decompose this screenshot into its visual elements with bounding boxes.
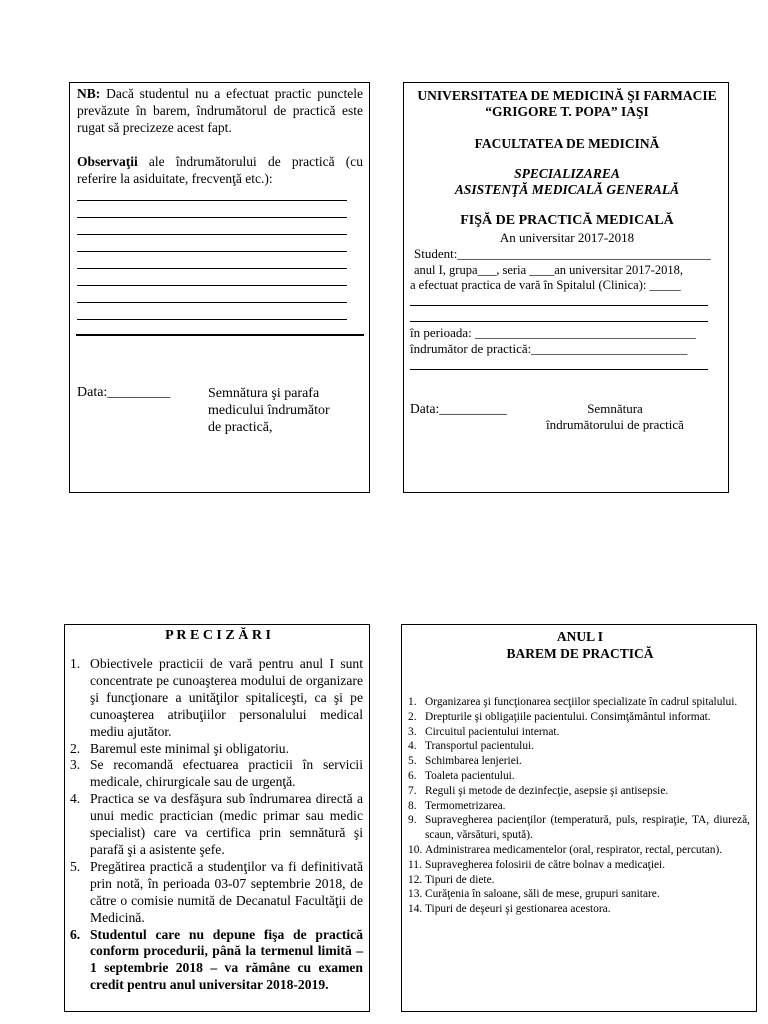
list-item: 10. Administrarea medicamentelor (oral, respirator, rectal, percutan). [408,843,723,856]
observations-line[interactable] [77,234,347,235]
observations-line[interactable] [77,200,347,201]
observations-line[interactable] [77,319,347,320]
list-item: 5. Pregătirea practică a studenţilor va fi definitivată prin notă, în perioada 03-07 septembrie 2018, de către o comisie numită de Decanatul Facultăţii de Medicină. [70,858,363,925]
list-item: 8. Termometrizarea. [408,799,506,812]
observations-text: ale îndrumătorului de practică (cu referire la asiduitate, frecvenţă etc.): [77,154,363,186]
list-item: 14. Tipuri de deşeuri şi gestionarea acestora. [408,903,611,916]
precizari-title: P R E C I Z Ă R I [165,628,271,643]
practice-form-panel [403,82,729,493]
university-name [404,88,730,120]
observations-line[interactable] [77,302,347,303]
specialization-line: SPECIALIZAREA [514,166,620,181]
date-field[interactable]: Data:__________ [410,401,507,416]
signature-line: Semnătura şi parafa [208,386,320,401]
date-field[interactable]: Data:_________ [77,385,171,400]
list-item: 1. Obiectivele practicii de vară pentru anul I sunt concentrate pe cunoaşterea modului de organizare şi funcţionare a unităţilor spitaliceşti, ca şi pe cunoaşterea atribuţiilor personalului medical mediu ajutător. [70,656,363,739]
signature-block [208,385,330,436]
list-item: 5. Schimbarea lenjeriei. [408,755,522,768]
period-field[interactable]: în perioada: __________________________________ [410,325,696,340]
observations-line[interactable] [77,251,347,252]
signature-line: îndrumătorului de practică [546,417,684,432]
hospital-line[interactable] [410,321,708,322]
observations-line[interactable] [77,217,347,218]
barem-title-line: ANUL I [556,629,604,644]
list-item: 9. Supravegherea pacienţilor (temperatură, puls, respiraţie, TA, diureză, scaun, vărsături, spută). [408,814,750,842]
observations-line[interactable] [77,285,347,286]
list-item: 1. Organizarea şi funcţionarea secţiilor specializate în cadrul spitalului. [408,696,738,708]
barem-panel [401,624,757,1012]
signature-line: de practică, [208,420,273,435]
barem-title [402,628,758,662]
observations-label: Observaţii [77,154,138,169]
student-field[interactable]: Student:_______________________________________ [414,246,711,261]
observations-panel [69,82,370,493]
list-item: 13. Curăţenia în saloane, săli de mese, grupuri sanitare. [408,888,660,901]
list-item: 4. Transportul pacientului. [408,740,535,753]
list-item: 2. Drepturile şi obligaţiile pacientului. Consimţământul informat. [408,710,711,723]
signature-line: Semnătura [587,401,643,416]
supervisor-line[interactable] [410,369,708,370]
signature-line: medicului îndrumător [208,403,330,418]
nb-text: Dacă studentul nu a efectuat practic punctele prevăzute în barem, îndrumătorul de practică este rugat să precizeze acest fapt. [77,86,363,135]
section-divider [76,334,364,336]
observations-line[interactable] [77,268,347,269]
faculty-name: FACULTATEA DE MEDICINĂ [474,136,660,151]
list-item: 3. Circuitul pacientului internat. [408,725,560,738]
specialization [404,166,730,198]
list-item: 6. Studentul care nu depune fişa de practică conform procedurii, până la termenul limită – 1 septembrie 2018 – va rămâne cu examen credit pentru anul universitar 2018-2019. [70,926,363,993]
list-item: 6. Toaleta pacientului. [408,769,515,782]
university-line: UNIVERSITATEA DE MEDICINĂ ŞI FARMACIE [417,88,717,103]
university-line: “GRIGORE T. POPA” IAŞI [485,104,649,119]
hospital-line[interactable] [410,305,708,306]
barem-title-line: BAREM DE PRACTICĂ [506,646,654,661]
observations-paragraph [77,153,363,187]
nb-label: NB: [77,86,101,101]
hospital-field[interactable]: a efectuat practica de vară în Spitalul (Clinica): _____ [410,278,681,292]
list-item: 7. Reguli şi metode de dezinfecţie, asepsie şi antisepsie. [408,784,669,797]
academic-year: An universitar 2017-2018 [499,230,635,245]
list-item: 3. Se recomandă efectuarea practicii în servicii medicale, chirurgicale sau de urgenţă. [70,757,363,790]
precizari-list [70,656,363,994]
supervisor-field[interactable]: îndrumător de practică:________________________ [410,341,688,356]
year-group-field[interactable]: anul I, grupa___, seria ____an universitar 2017-2018, [414,263,684,277]
list-item: 12. Tipuri de diete. [408,873,495,886]
barem-list [408,695,750,917]
nb-paragraph [77,85,363,136]
specialization-line: ASISTENŢĂ MEDICALĂ GENERALĂ [454,182,680,197]
signature-block [530,401,700,433]
precizari-panel [64,624,370,1012]
list-item: 2. Baremul este minimal şi obligatoriu. [70,740,289,756]
list-item: 4. Practica se va desfăşura sub îndrumarea directă a unui medic practician (medic primar sau medic specialist) care va certifica prin semnătură şi parafă şi a asistente şefe. [70,791,363,857]
list-item: 11. Supravegherea folosirii de către bolnav a medicaţiei. [408,858,666,871]
form-title: FIŞĂ DE PRACTICĂ MEDICALĂ [460,213,674,228]
